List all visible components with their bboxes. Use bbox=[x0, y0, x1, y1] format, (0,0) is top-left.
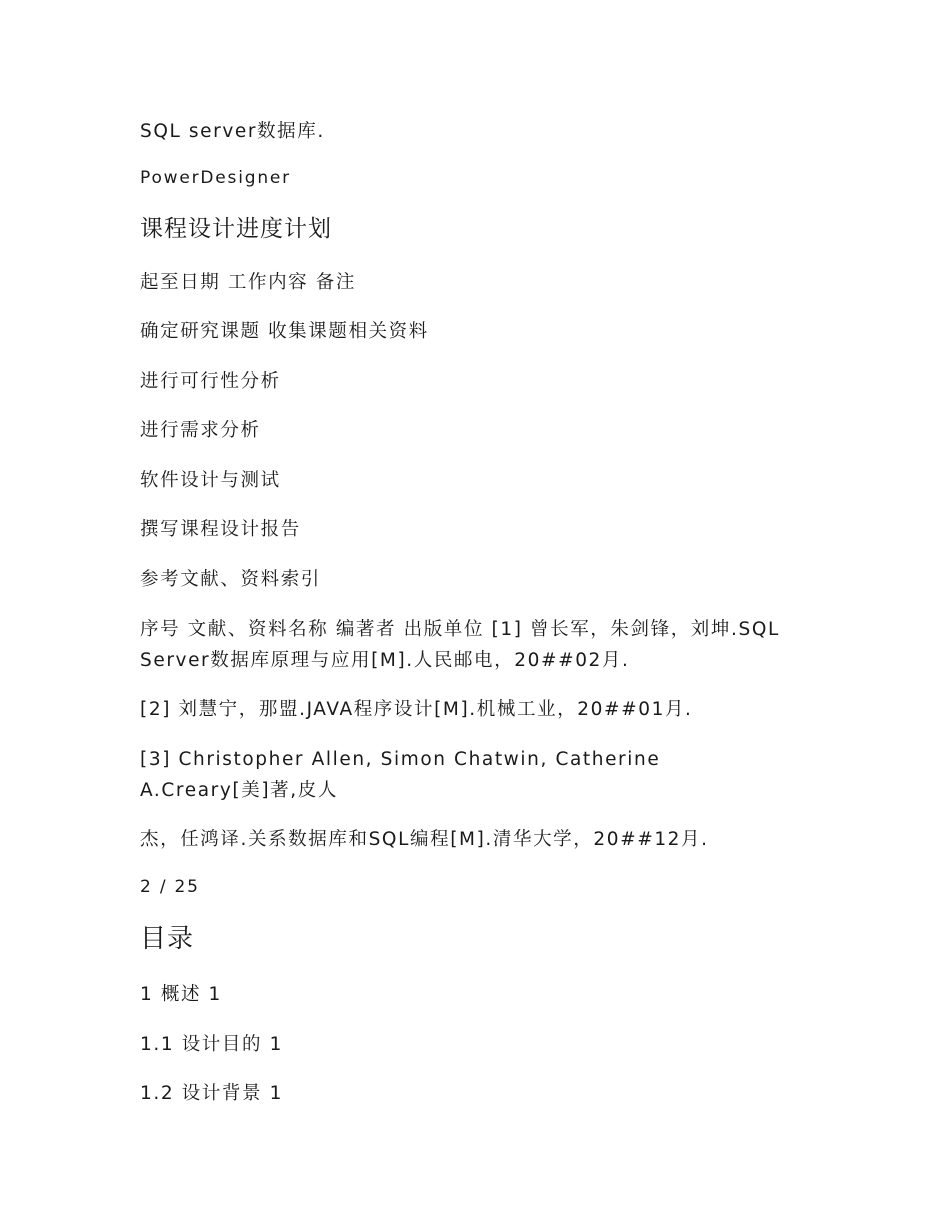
reference-line: [3] Christopher Allen, Simon Chatwin, Catherine bbox=[140, 749, 661, 770]
toc-entry: 1.2 设计背景 1 bbox=[140, 1083, 283, 1104]
text-line: 撰写课程设计报告 bbox=[140, 519, 301, 540]
text-line: 参考文献、资料索引 bbox=[140, 569, 321, 590]
reference-line: [2] 刘慧宁，那盟.JAVA程序设计[M].机械工业，20##01月. bbox=[140, 699, 693, 720]
text-line: SQL server数据库. bbox=[140, 121, 325, 142]
reference-line: A.Creary[美]著,皮人 bbox=[140, 780, 338, 801]
reference-line: Server数据库原理与应用[M].人民邮电，20##02月. bbox=[140, 650, 630, 671]
reference-line: 杰，任鸿译.关系数据库和SQL编程[M].清华大学，20##12月. bbox=[140, 829, 709, 850]
text-line: 软件设计与测试 bbox=[140, 470, 281, 491]
table-header-line: 起至日期 工作内容 备注 bbox=[140, 272, 356, 293]
text-line: 进行需求分析 bbox=[140, 420, 261, 441]
toc-entry: 1.1 设计目的 1 bbox=[140, 1034, 283, 1055]
reference-line: 序号 文献、资料名称 编著者 出版单位 [1] 曾长军，朱剑锋，刘坤.SQL bbox=[140, 619, 780, 640]
text-line: 确定研究课题 收集课题相关资料 bbox=[140, 321, 429, 342]
toc-entry: 1 概述 1 bbox=[140, 984, 222, 1005]
text-line: 进行可行性分析 bbox=[140, 371, 281, 392]
section-heading: 课程设计进度计划 bbox=[140, 216, 332, 242]
toc-title: 目录 bbox=[140, 924, 195, 954]
text-line: PowerDesigner bbox=[140, 168, 291, 188]
page-number: 2 / 25 bbox=[140, 877, 200, 897]
